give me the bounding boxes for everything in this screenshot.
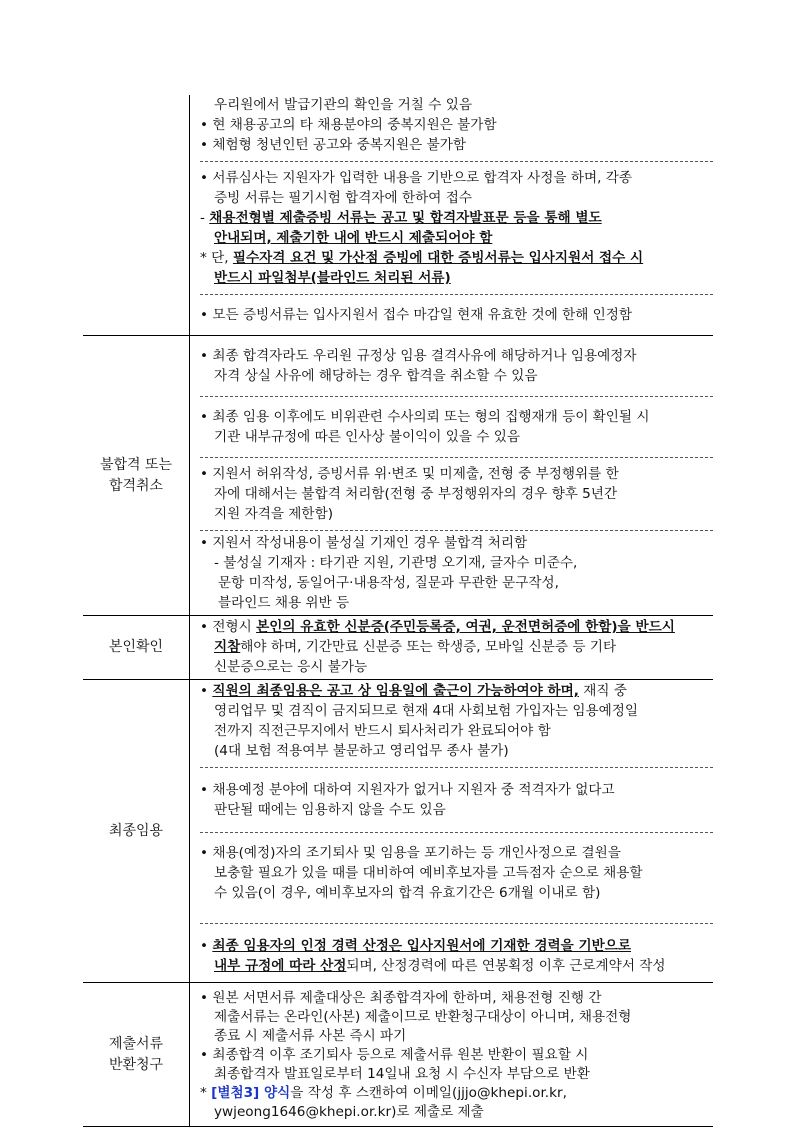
row-label-document-return: 제출서류 반환청구 xyxy=(83,983,190,1127)
row-label-identity-check: 본인확인 xyxy=(83,616,190,680)
career-recognition-block: • 최종 임용자의 인정 경력 산정은 입사지원서에 기재한 경력을 기반으로 내부 규정에 따라 산정되며, 산정경력에 따른 연봉획정 이후 근로계약서 작성 xyxy=(200,923,713,982)
recruitment-notice-table xyxy=(83,95,713,1127)
row-document-return xyxy=(83,983,713,1127)
row-disqualification xyxy=(83,336,713,616)
document-screening-block: • 서류심사는 지원자가 입력한 내용을 기반으로 합격자 사정을 하며, 각종 증빙 서류는 필기시험 합격자에 한하여 접수 - 채용전형별 제출증빙 서류는 공고 및 합격자발표문 등을 통해 별도 안내되며, 제출기한 내에 반드시 제출되어야 함 * 단, 필수자격 요건 및 가산점 증빙에 대한 증빙서류는 입사지원서 접수 시 반드시 파일첨부(블라인드 처리된 서류) xyxy=(200,170,644,286)
verification-block: 우리원에서 발급기관의 확인을 거칠 수 있음 • 현 채용공고의 타 채용분야의 중복지원은 불가함 • 체험형 청년인턴 공고와 중복지원은 불가함 xyxy=(200,95,713,162)
return-request-block: • 원본 서면서류 제출대상은 최종합격자에 한하며, 채용전형 진행 간 제출서류는 온라인(사본) 제출이므로 반환청구대상이 아니며, 채용전형 종료 시 제출서류 사본 즉시 파기 • 최종합격 이후 조기퇴사 등으로 제출서류 원본 반환이 필요할 시 최종합격자 발표일로부터 14일내 요청 시 수신자 부담으로 반환 * [별첨3] 양식을 작성 후 스캔하여 이메일(jjjo@khepi.or.kr, ywjeong1646@khepi.or.kr)로 제출로 제출 xyxy=(200,990,632,1120)
no-qualified-block: • 채용예정 분야에 대하여 지원자가 없거나 지원자 중 적격자가 없다고 판단될 때에는 임용하지 않을 수도 있음 xyxy=(200,767,713,832)
row-label-final-appointment: 최종임용 xyxy=(83,680,190,983)
post-appointment-block: • 최종 임용 이후에도 비위관련 수사의뢰 또는 형의 집행재개 등이 확인될 시 기관 내부규정에 따른 인사상 불이익이 있을 수 있음 xyxy=(200,396,713,457)
cancel-pass-block: • 최종 합격자라도 우리원 규정상 임용 결격사유에 해당하거나 임용예정자 자격 상실 사유에 해당하는 경우 합격을 취소할 수 있음 xyxy=(200,348,637,384)
valid-documents-block: • 모든 증빙서류는 입사지원서 접수 마감일 현재 유효한 것에 한해 인정함 xyxy=(200,294,713,335)
appointment-date-block: • 직원의 최종임용은 공고 상 임용일에 출근이 가능하여야 하며, 재직 중 영리업무 및 겸직이 금지되므로 현재 4대 사회보험 가입자는 임용예정일 전까지 직전근무지에서 반드시 퇴사처리가 완료되어야 함 (4대 보험 적용여부 불문하고 영리업무 종사 불가) xyxy=(200,683,639,759)
attachment-form-link: [별첨3] 양식 xyxy=(211,1085,291,1101)
row-identity-check xyxy=(83,616,713,680)
insincere-application-block: • 지원서 작성내용이 불성실 기재인 경우 불합격 처리함 - 불성실 기재자 : 타기관 지원, 기관명 오기재, 글자수 미준수, 문항 미작성, 동일어구·내용작성, 질문과 무관한 문구작성, 블라인드 채용 위반 등 xyxy=(200,530,713,615)
row-label-disqualification: 불합격 또는 합격취소 xyxy=(83,336,190,616)
row-label-empty xyxy=(83,95,190,336)
id-card-block: • 전형시 본인의 유효한 신분증(주민등록증, 여권, 운전면허증에 한함)을 반드시 지참해야 하며, 기간만료 신분증 또는 학생증, 모바일 신분증 등 기타 신분증으로는 응시 불가능 xyxy=(200,619,675,675)
reserve-candidate-block: • 채용(예정)자의 조기퇴사 및 임용을 포기하는 등 개인사정으로 결원을 보충할 필요가 있을 때를 대비하여 예비후보자를 고득점자 순으로 채용할 수 있음(이 경우, 예비후보자의 합격 유효기간은 6개월 이내로 함) xyxy=(200,832,713,923)
false-application-block: • 지원서 허위작성, 증빙서류 위·변조 및 미제출, 전형 중 부정행위를 한 자에 대해서는 불합격 처리함(전형 중 부정행위자의 경우 향후 5년간 지원 자격을 제한함) xyxy=(200,457,713,530)
row-final-appointment xyxy=(83,680,713,983)
document-page xyxy=(83,95,713,1127)
row-documents-continued xyxy=(83,95,713,336)
